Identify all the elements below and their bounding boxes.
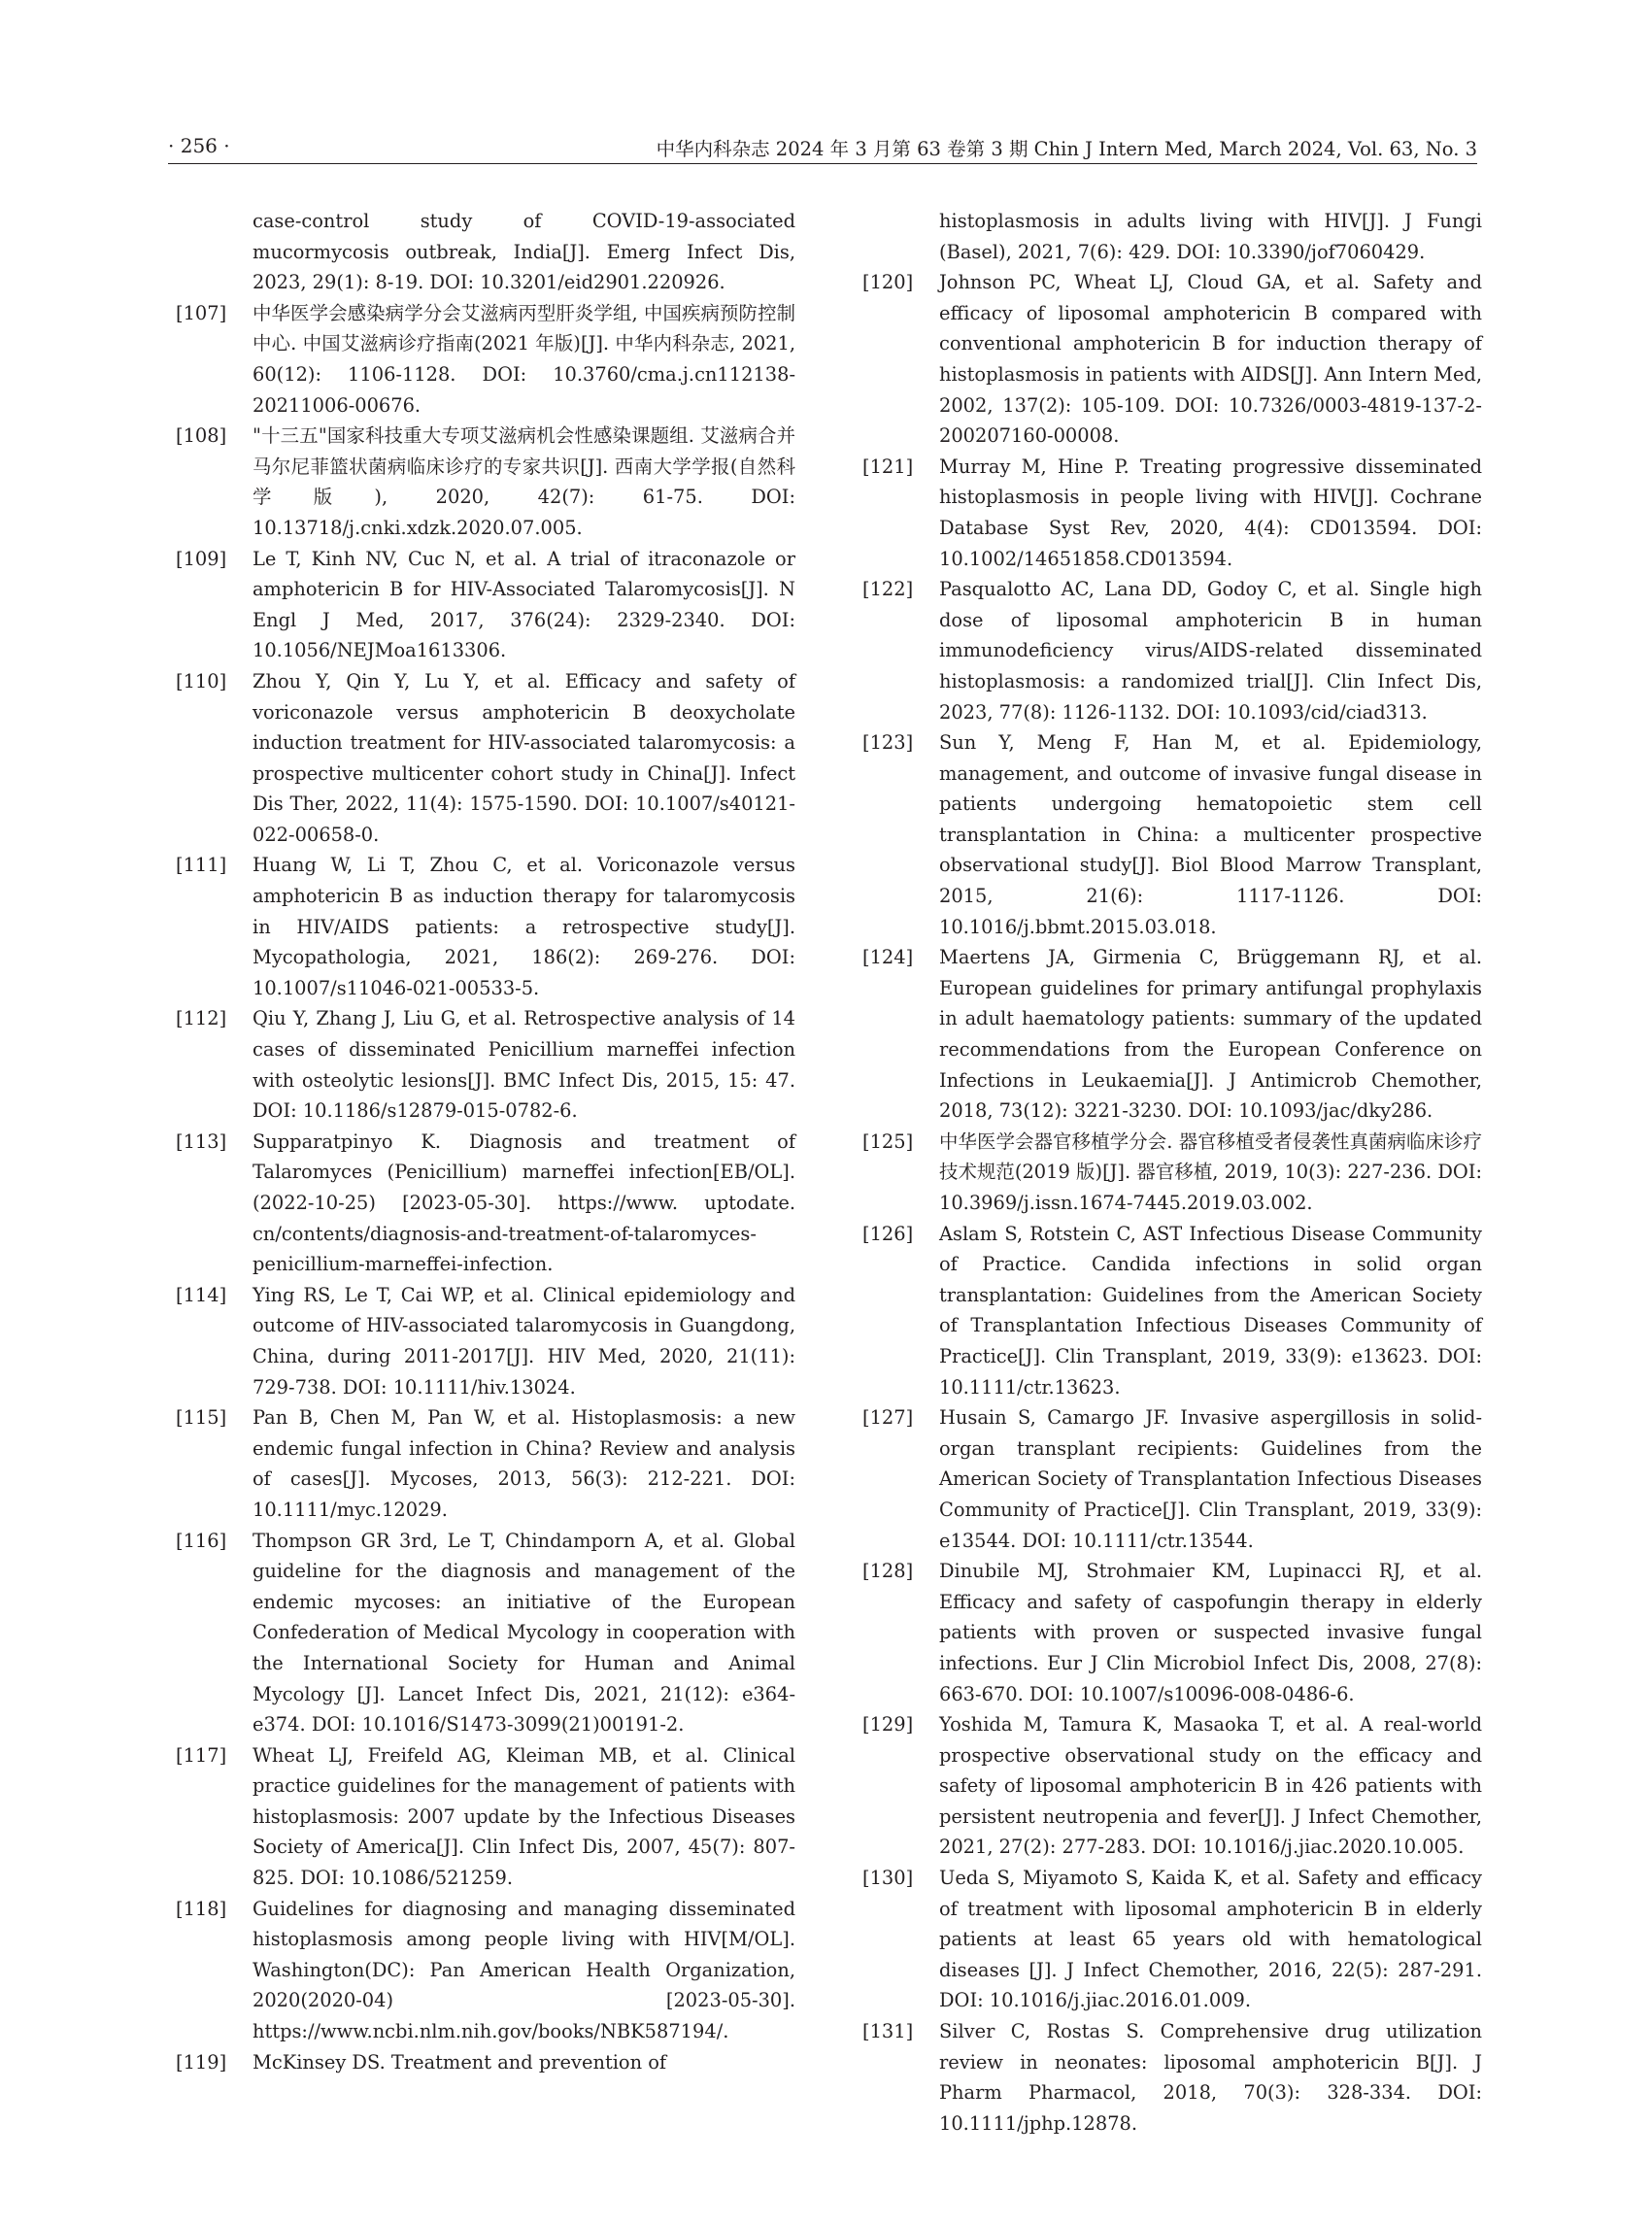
reference-number: [126] <box>862 1222 914 1245</box>
reference-number: [120] <box>862 271 914 294</box>
reference-text: Maertens JA, Girmenia C, Brüggemann RJ, et al. European guidelines for primary antifungal prophylaxis in adult haematology patients: summary of the updated recommendations from the European Conference on Infections in Leukaemia[J]. J Antimicrob Chemother, 2018, 73(12): 3221-3230. DOI: 10.1093/jac/dky286. <box>939 946 1482 1123</box>
left-reference-column <box>176 206 795 2077</box>
reference-text: Ueda S, Miyamoto S, Kaida K, et al. Safety and efficacy of treatment with liposomal amphotericin B in elderly patients at least 65 years old with hematological diseases [J]. J Infect Chemother, 2016, 22(5): 287-291. DOI: 10.1016/j.jiac.2016.01.009. <box>939 1867 1482 2012</box>
reference-entry <box>862 1556 1482 1709</box>
reference-entry <box>862 452 1482 574</box>
reference-number: [121] <box>862 455 914 478</box>
reference-text: Qiu Y, Zhang J, Liu G, et al. Retrospective analysis of 14 cases of disseminated Penicillium marneffei infection with osteolytic lesions[J]. BMC Infect Dis, 2015, 15: 47. DOI: 10.1186/s12879-015-0782-6. <box>253 1007 795 1123</box>
reference-entry <box>176 1526 795 1740</box>
reference-text: Le T, Kinh NV, Cuc N, et al. A trial of itraconazole or amphotericin B for HIV-Associated Talaromycosis[J]. N Engl J Med, 2017, 376(24): 2329-2340. DOI: 10.1056/NEJMoa1613306. <box>253 547 795 662</box>
reference-number: [125] <box>862 1129 914 1153</box>
reference-text: Supparatpinyo K. Diagnosis and treatment of Talaromyces (Penicillium) marneffei infection[EB/OL]. (2022-10-25) [2023-05-30]. https://www. uptodate. cn/contents/diagnosis-and-treatment-of-talaromyces-penicillium-marneffei-infection. <box>253 1129 795 1276</box>
reference-text: Thompson GR 3rd, Le T, Chindamporn A, et al. Global guideline for the diagnosis and management of the endemic mycoses: an initiative of the European Confederation of Medical Mycology in cooperation with the International Society for Human and Animal Mycology [J]. Lancet Infect Dis, 2021, 21(12): e364-e374. DOI: 10.1016/S1473-3099(21)00191-2. <box>253 1529 795 1736</box>
reference-text: Zhou Y, Qin Y, Lu Y, et al. Efficacy and safety of voriconazole versus amphotericin B deoxycholate induction treatment for HIV-associated talaromycosis: a prospective multicenter cohort study in China[J]. Infect Dis Ther, 2022, 11(4): 1575-1590. DOI: 10.1007/s40121-022-00658-0. <box>253 669 795 846</box>
reference-entry <box>862 1219 1482 1403</box>
reference-text: Sun Y, Meng F, Han M, et al. Epidemiology, management, and outcome of invasive fungal disease in patients undergoing hematopoietic stem cell transplantation in China: a multicenter prospective observational study[J]. Biol Blood Marrow Transplant, 2015, 21(6): 1117-1126. DOI: 10.1016/j.bbmt.2015.03.018. <box>939 731 1482 938</box>
page-number: · 256 · <box>168 134 230 157</box>
reference-number: [108] <box>176 424 227 448</box>
reference-number: [130] <box>862 1867 914 1890</box>
reference-text: Yoshida M, Tamura K, Masaoka T, et al. A real-world prospective observational study on the efficacy and safety of liposomal amphotericin B in 426 patients with persistent neutropenia and fever[J]. J Infect Chemother, 2021, 27(2): 277-283. DOI: 10.1016/j.jiac.2020.10.005. <box>939 1713 1482 1859</box>
reference-text: Silver C, Rostas S. Comprehensive drug utilization review in neonates: liposomal amphotericin B[J]. J Pharm Pharmacol, 2018, 70(3): 328-334. DOI: 10.1111/jphp.12878. <box>939 2020 1482 2135</box>
reference-entry <box>862 1127 1482 1219</box>
reference-entry <box>176 298 795 421</box>
reference-number: [115] <box>176 1406 227 1430</box>
reference-text: Johnson PC, Wheat LJ, Cloud GA, et al. Safety and efficacy of liposomal amphotericin B compared with conventional amphotericin B for induction therapy of histoplasmosis in patients with AIDS[J]. Ann Intern Med, 2002, 137(2): 105-109. DOI: 10.7326/0003-4819-137-2-200207160-00008. <box>939 271 1482 448</box>
reference-text: Wheat LJ, Freifeld AG, Kleiman MB, et al. Clinical practice guidelines for the management of patients with histoplasmosis: 2007 update by the Infectious Diseases Society of America[J]. Clin Infect Dis, 2007, 45(7): 807-825. DOI: 10.1086/521259. <box>253 1743 795 1890</box>
reference-number: [127] <box>862 1406 914 1430</box>
reference-entry <box>176 544 795 666</box>
reference-entry <box>862 2016 1482 2139</box>
right-reference-column <box>862 206 1482 2139</box>
reference-text: "十三五"国家科技重大专项艾滋病机会性感染课题组. 艾滋病合并马尔尼菲篮状菌病临床诊疗的专家共识[J]. 西南大学学报(自然科学版), 2020, 42(7): 61-75. DOI: 10.13718/j.cnki.xdzk.2020.07.005. <box>253 424 795 539</box>
reference-number: [123] <box>862 731 914 755</box>
reference-entry <box>176 1280 795 1402</box>
reference-number: [122] <box>862 578 914 601</box>
reference-text: case-control study of COVID-19-associated mucormycosis outbreak, India[J]. Emerg Infect Dis, 2023, 29(1): 8-19. DOI: 10.3201/eid2901.220926. <box>253 210 795 294</box>
reference-entry <box>862 1402 1482 1556</box>
reference-number: [118] <box>176 1897 227 1920</box>
reference-text: Pasqualotto AC, Lana DD, Godoy C, et al. Single high dose of liposomal amphotericin B in human immunodeficiency virus/AIDS-related disseminated histoplasmosis: a randomized trial[J]. Clin Infect Dis, 2023, 77(8): 1126-1132. DOI: 10.1093/cid/ciad313. <box>939 578 1482 724</box>
reference-text: McKinsey DS. Treatment and prevention of <box>253 2050 667 2073</box>
reference-entry <box>862 1863 1482 2016</box>
reference-number: [111] <box>176 854 227 877</box>
header-rule <box>168 163 1477 164</box>
reference-entry <box>176 1003 795 1126</box>
reference-number: [116] <box>176 1529 227 1552</box>
reference-entry <box>862 1709 1482 1863</box>
reference-entry <box>862 727 1482 942</box>
reference-number: [128] <box>862 1560 914 1583</box>
reference-entry <box>862 942 1482 1127</box>
reference-number: [124] <box>862 946 914 969</box>
reference-entry <box>176 1402 795 1525</box>
reference-entry <box>176 421 795 543</box>
reference-text: 中华医学会感染病学分会艾滋病丙型肝炎学组, 中国疾病预防控制中心. 中国艾滋病诊疗指南(2021 年版)[J]. 中华内科杂志, 2021, 60(12): 1106-1128. DOI: 10.3760/cma.j.cn112138-20211006-00676. <box>253 301 795 417</box>
reference-number: [117] <box>176 1743 227 1767</box>
reference-text: Husain S, Camargo JF. Invasive aspergillosis in solid-organ transplant recipients: Guidelines from the American Society of Transplantation Infectious Diseases Community of Practice[J]. Clin Transplant, 2019, 33(9): e13544. DOI: 10.1111/ctr.13544. <box>939 1406 1482 1552</box>
reference-number: [131] <box>862 2020 914 2043</box>
reference-entry <box>176 1127 795 1280</box>
reference-number: [113] <box>176 1129 227 1153</box>
reference-text: Dinubile MJ, Strohmaier KM, Lupinacci RJ, et al. Efficacy and safety of caspofungin therapy in elderly patients with proven or suspected invasive fungal infections. Eur J Clin Microbiol Infect Dis, 2008, 27(8): 663-670. DOI: 10.1007/s10096-008-0486-6. <box>939 1560 1482 1705</box>
reference-number: [129] <box>862 1713 914 1736</box>
reference-number: [112] <box>176 1007 227 1030</box>
reference-text: Pan B, Chen M, Pan W, et al. Histoplasmosis: a new endemic fungal infection in China? Review and analysis of cases[J]. Mycoses, 2013, 56(3): 212-221. DOI: 10.1111/myc.12029. <box>253 1406 795 1521</box>
reference-text: 中华医学会器官移植学分会. 器官移植受者侵袭性真菌病临床诊疗技术规范(2019 版)[J]. 器官移植, 2019, 10(3): 227-236. DOI: 10.3969/j.issn.1674-7445.2019.03.002. <box>939 1129 1482 1214</box>
reference-text: Aslam S, Rotstein C, AST Infectious Disease Community of Practice. Candida infections in solid organ transplantation: Guidelines from the American Society of Transplantation Infectious Diseases Community of Practice[J]. Clin Transplant, 2019, 33(9): e13623. DOI: 10.1111/ctr.13623. <box>939 1222 1482 1399</box>
reference-number: [119] <box>176 2050 227 2073</box>
reference-text: Guidelines for diagnosing and managing disseminated histoplasmosis among people living with HIV[M/OL]. Washington(DC): Pan American Health Organization, 2020(2020-04) [2023-05-30]. https://www.ncbi.nlm.nih.gov/books/NBK587194/. <box>253 1897 795 2043</box>
reference-text: Ying RS, Le T, Cai WP, et al. Clinical epidemiology and outcome of HIV-associated talaromycosis in Guangdong, China, during 2011-2017[J]. HIV Med, 2020, 21(11): 729-738. DOI: 10.1111/hiv.13024. <box>253 1283 795 1399</box>
reference-number: [107] <box>176 301 227 324</box>
reference-text: Huang W, Li T, Zhou C, et al. Voriconazole versus amphotericin B as induction therapy for talaromycosis in HIV/AIDS patients: a retrospective study[J]. Mycopathologia, 2021, 186(2): 269-276. DOI: 10.1007/s11046-021-00533-5. <box>253 854 795 999</box>
reference-text: Murray M, Hine P. Treating progressive disseminated histoplasmosis in people living with HIV[J]. Cochrane Database Syst Rev, 2020, 4(4): CD013594. DOI: 10.1002/14651858.CD013594. <box>939 455 1482 570</box>
reference-entry <box>176 2047 795 2078</box>
reference-entry <box>862 267 1482 452</box>
reference-entry <box>176 666 795 851</box>
reference-entry <box>862 574 1482 727</box>
reference-entry <box>176 850 795 1003</box>
reference-text: histoplasmosis in adults living with HIV[J]. J Fungi (Basel), 2021, 7(6): 429. DOI: 10.3390/jof7060429. <box>939 210 1482 263</box>
reference-number: [109] <box>176 547 227 570</box>
reference-entry <box>176 1894 795 2047</box>
reference-entry <box>176 206 795 298</box>
reference-entry <box>176 1740 795 1894</box>
reference-number: [114] <box>176 1283 227 1306</box>
running-header <box>168 134 1477 163</box>
reference-entry <box>862 206 1482 267</box>
reference-number: [110] <box>176 669 227 692</box>
journal-citation-header: 中华内科杂志 2024 年 3 月第 63 卷第 3 期 Chin J Intern Med, March 2024, Vol. 63, No. 3 <box>656 138 1477 160</box>
